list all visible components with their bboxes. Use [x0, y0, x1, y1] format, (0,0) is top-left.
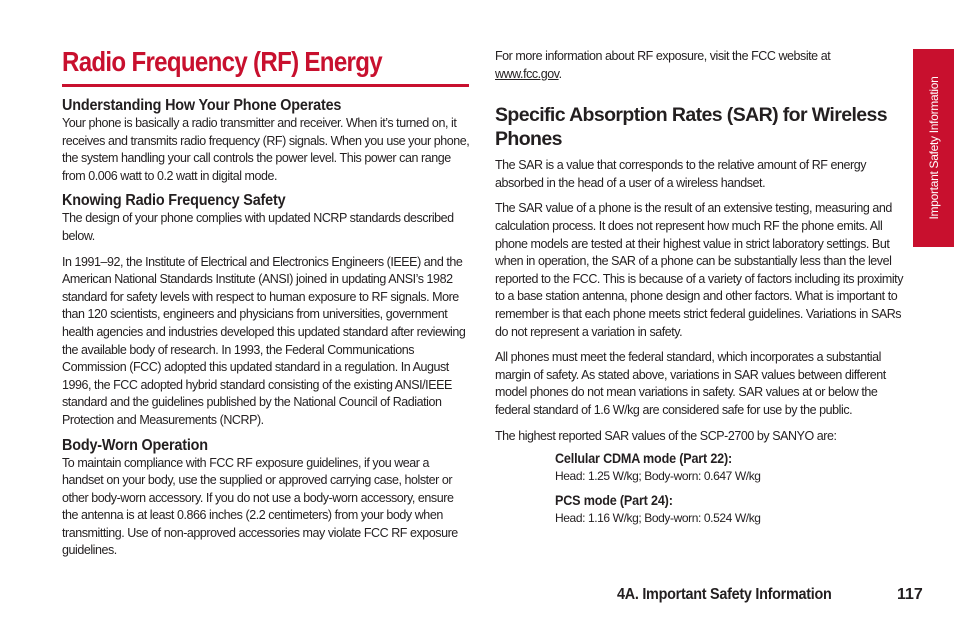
footer-section-title: 4A. Important Safety Information: [617, 586, 832, 603]
fcc-info-text: For more information about RF exposure, visit the FCC website at: [495, 49, 831, 63]
section-heading-understanding: Understanding How Your Phone Operates: [62, 97, 342, 114]
fcc-website-link[interactable]: www.fcc.gov: [495, 66, 559, 81]
cdma-mode-values: Head: 1.25 W/kg; Body-worn: 0.647 W/kg: [555, 469, 761, 484]
right-column: [495, 48, 903, 527]
section-body-understanding: Your phone is basically a radio transmitter and receiver. When it’s turned on, it receives and transmits radio frequency (RF) signals. When you use your phone, the system handling your call controls the power level. This power can range from 0.006 watt to 0.2 watt in digital mode.: [62, 116, 470, 183]
sar-paragraph-3: All phones must meet the federal standard, which incorporates a substantial margin of safety. As stated above, variations in SAR values between different model phones do not mean variations in safety. SAR values at or below the federal standard of 1.6 W/kg are considered safe for use by the public.: [495, 350, 886, 417]
section-heading-body-worn: Body-Worn Operation: [62, 436, 208, 454]
sar-paragraph-2: The SAR value of a phone is the result of an extensive testing, measuring and calculation process. It does not represent how much RF the phone emits. All phone models are tested at their highest value in strict laboratory settings. But when in operation, the SAR of a phone can be substantially less than the level reported to the FCC. This is because of a variety of factors including its proximity to a base station antenna, phone design and other factors. What is important to remember is that each phone meets strict federal guidelines. Variations in SARs do not represent a variation in safety.: [495, 201, 903, 339]
section-body-rf-safety-1: The design of your phone complies with updated NCRP standards described below.: [62, 211, 454, 243]
section-heading-sar: Specific Absorption Rates (SAR) for Wireless Phones: [495, 104, 888, 151]
fcc-info-paragraph: [495, 48, 903, 83]
left-column: [62, 46, 470, 560]
side-section-tab: [913, 49, 954, 247]
side-tab-label: Important Safety Information: [926, 76, 941, 220]
page-title: Radio Frequency (RF) Energy: [62, 46, 382, 77]
sar-paragraph-4: The highest reported SAR values of the SCP-2700 by SANYO are:: [495, 428, 837, 443]
cdma-mode-heading: Cellular CDMA mode (Part 22):: [555, 450, 733, 467]
section-body-rf-safety-2: In 1991–92, the Institute of Electrical and Electronics Engineers (IEEE) and the American National Standards Institute (ANSI) joined in updating ANSI’s 1982 standard for safety levels with respect to human exposure to RF signals. More than 120 scientists, engineers and physicians from universities, government health agencies and industries developed this updated standard after reviewing the available body of research. In 1993, the Federal Communications Commission (FCC) adopted this updated standard in a regulation. In August 1996, the FCC adopted hybrid standard consisting of the existing ANSI/IEEE standard and the guidelines published by the National Council of Radiation Protection and Measurements (NCRP).: [62, 254, 466, 427]
section-body-body-worn: To maintain compliance with FCC RF exposure guidelines, if you wear a handset on your body, use the supplied or approved carrying case, holster or other body-worn accessory. If you do not use a body-worn accessory, ensure the antenna is at least 0.866 inches (2.2 centimeters) from your body when transmitting. Use of non-approved accessories may violate FCC RF exposure guidelines.: [62, 455, 458, 558]
sar-values-block: [555, 449, 903, 527]
pcs-mode-values: Head: 1.16 W/kg; Body-worn: 0.524 W/kg: [555, 511, 761, 526]
section-heading-rf-safety: Knowing Radio Frequency Safety: [62, 192, 286, 210]
sar-paragraph-1: The SAR is a value that corresponds to the relative amount of RF energy absorbed in the head of a user of a wireless handset.: [495, 158, 867, 190]
footer-page-number: 117: [897, 586, 923, 603]
pcs-mode-heading: PCS mode (Part 24):: [555, 492, 673, 509]
fcc-info-period: .: [558, 66, 562, 81]
title-divider: [62, 84, 469, 87]
